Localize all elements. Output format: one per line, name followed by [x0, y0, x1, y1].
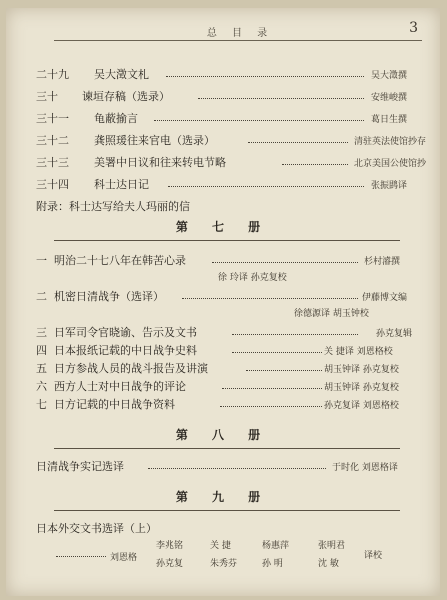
lead-translator: 刘恩格: [110, 553, 138, 563]
entry-number: 六: [36, 380, 47, 393]
entry-title: 龟蔽揄言: [94, 112, 138, 125]
entry-number: 三十: [36, 90, 58, 103]
entry-title: 日方参战人员的战斗报告及讲演: [54, 362, 208, 375]
entry-title: 日本外交文书选译（上）: [36, 522, 157, 535]
volume-heading: 第 九 册: [175, 490, 271, 504]
entry-title: 美署中日议和往来转电节略: [94, 156, 226, 169]
leader-dots: [198, 98, 364, 99]
entry-author: 清驻英法使馆抄存: [354, 137, 427, 147]
entry-title: 科士达日记: [94, 178, 149, 191]
entry-author: 胡玉钟译 孙克复校: [324, 383, 399, 393]
entry-number: 一: [36, 254, 47, 267]
entry-title: 日清战争实记选译: [36, 460, 124, 473]
entry-number: 三十三: [36, 156, 69, 169]
leader-dots: [246, 370, 322, 371]
translator-name: 张明君: [318, 541, 346, 551]
entry-author: 伊藤博文编: [362, 293, 408, 303]
section-rule: [54, 510, 400, 511]
entry-author: 张振鹍译: [371, 181, 408, 191]
leader-dots: [168, 186, 364, 187]
entry-title: 日军司令官晓谕、告示及文书: [54, 326, 197, 339]
running-header: [54, 18, 426, 40]
entry-number: 三: [36, 326, 47, 339]
translator-name: 孙 明: [262, 559, 283, 569]
appendix-title: 科士达写给夫人玛丽的信: [69, 200, 190, 213]
volume-heading: 第 七 册: [175, 220, 271, 234]
leader-dots: [182, 298, 358, 299]
section-rule: [54, 240, 400, 241]
appendix-entry: [36, 198, 190, 214]
entry-author: 杉村濬撰: [364, 257, 401, 267]
entry-author: 孙克复辑: [376, 329, 413, 339]
header-title: 总 目 录: [206, 28, 274, 39]
header-rule: [54, 40, 422, 41]
entry-author: 于时化 刘恩格译: [332, 463, 398, 473]
entry-credits: 徐德源译 胡玉钟校: [294, 309, 369, 319]
entry-author: 葛日生撰: [371, 115, 408, 125]
entry-author: 安维峻撰: [371, 93, 408, 103]
translator-name: 李兆铭: [156, 541, 184, 551]
entry-number: 七: [36, 398, 47, 411]
section-rule: [54, 448, 400, 449]
entry-author: 吴大澂撰: [371, 71, 408, 81]
entry-title: 明治二十七八年在韩苦心录: [54, 254, 186, 267]
leader-dots: [56, 556, 106, 557]
leader-dots: [232, 334, 358, 335]
volume-heading: 第 八 册: [175, 428, 271, 442]
translator-role: 译校: [364, 551, 383, 561]
translator-name: 朱秀芬: [210, 559, 238, 569]
entry-number: 二: [36, 290, 47, 303]
translator-name: 孙克复: [156, 559, 184, 569]
translator-name: 关 捷: [210, 541, 231, 551]
leader-dots: [282, 164, 348, 165]
entry-title: 日方记载的中日战争资料: [54, 398, 175, 411]
page-number: 3: [409, 20, 418, 36]
leader-dots: [248, 142, 348, 143]
entry-title: 西方人士对中日战争的评论: [54, 380, 186, 393]
toc-entry: [36, 520, 157, 536]
leader-dots: [232, 352, 322, 353]
entry-title: 龚照瑗往来官电（选录）: [94, 134, 215, 147]
translator-name: 沈 敏: [318, 559, 339, 569]
entry-number: 三十二: [36, 134, 69, 147]
entry-title: 谏垣存稿（选录）: [82, 90, 170, 103]
entry-number: 二十九: [36, 68, 69, 81]
entry-title: 吴大澂文札: [94, 68, 149, 81]
entry-author: 孙克复译 刘恩格校: [324, 401, 399, 411]
translator-name: 杨惠萍: [262, 541, 290, 551]
entry-author: 关 捷译 刘恩格校: [324, 347, 393, 357]
leader-dots: [148, 468, 326, 469]
leader-dots: [154, 120, 364, 121]
leader-dots: [220, 406, 322, 407]
entry-number: 五: [36, 362, 47, 375]
entry-title: 机密日清战争（选译）: [54, 290, 164, 303]
book-page: [6, 8, 440, 596]
leader-dots: [222, 388, 322, 389]
entry-number: 三十一: [36, 112, 69, 125]
entry-credits: 徐 玲译 孙克复校: [218, 273, 287, 283]
entry-number: 四: [36, 344, 47, 357]
appendix-label: 附录：: [36, 200, 69, 213]
entry-author: 北京美国公使馆抄: [354, 159, 427, 169]
entry-number: 三十四: [36, 178, 69, 191]
leader-dots: [212, 262, 358, 263]
leader-dots: [166, 76, 364, 77]
entry-title: 日本报纸记载的中日战争史料: [54, 344, 197, 357]
entry-author: 胡玉钟译 孙克复校: [324, 365, 399, 375]
